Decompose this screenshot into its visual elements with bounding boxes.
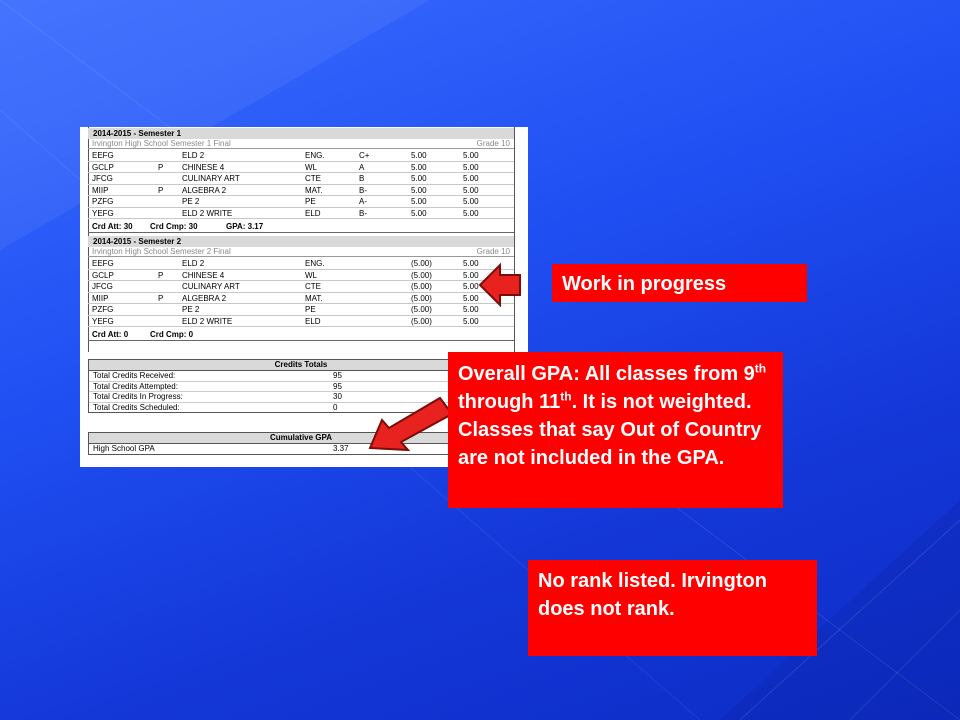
course-flag: P	[158, 293, 164, 303]
course-name: PE 2	[182, 197, 200, 206]
semester-gpa: GPA: 3.17	[226, 222, 264, 231]
credits-completed: Crd Cmp: 0	[150, 330, 194, 339]
credits-attempted: (5.00)	[411, 316, 432, 326]
credits-completed: 5.00	[463, 282, 479, 291]
credits-completed: 5.00	[463, 305, 479, 314]
work-in-progress-callout: Work in progress	[552, 264, 807, 302]
course-row	[88, 258, 514, 270]
course-row	[88, 162, 514, 174]
credits-value: 95	[333, 371, 342, 380]
credits-completed: 5.00	[463, 174, 479, 183]
credits-attempted: 5.00	[411, 197, 427, 206]
credits-completed: 5.00	[463, 316, 479, 326]
credits-attempted: (5.00)	[411, 270, 432, 280]
semester-2-grade: Grade 10	[476, 247, 510, 256]
gpa-text: Overall GPA: All classes from 9	[458, 363, 755, 385]
course-name: ELD 2 WRITE	[182, 208, 233, 218]
course-code: MIIP	[92, 185, 109, 195]
credits-label: Total Credits Attempted:	[93, 381, 178, 391]
credits-attempted: (5.00)	[411, 305, 432, 314]
credits-attempted: (5.00)	[411, 259, 432, 268]
credits-totals-title: Credits Totals	[89, 360, 513, 371]
course-row	[88, 185, 514, 197]
credits-value: 30	[333, 392, 342, 401]
course-code: YEFG	[92, 208, 114, 218]
credits-label: Total Credits In Progress:	[93, 392, 183, 401]
cumulative-gpa-value: 3.37	[333, 444, 349, 453]
credits-completed: Crd Cmp: 30	[150, 222, 198, 231]
cumulative-gpa-title: Cumulative GPA	[89, 433, 513, 444]
course-row	[88, 316, 514, 328]
course-code: EEFG	[92, 259, 114, 268]
course-name: CHINESE 4	[182, 162, 225, 172]
course-name: ELD 2	[182, 151, 205, 160]
course-department: CTE	[305, 174, 321, 183]
credits-completed: 5.00	[463, 197, 479, 206]
rank-callout: No rank listed. Irvington does not rank.	[528, 560, 817, 656]
course-code: MIIP	[92, 293, 109, 303]
credits-completed: 5.00	[463, 259, 479, 268]
credits-completed: 5.00	[463, 162, 479, 172]
credits-attempted: (5.00)	[411, 293, 432, 303]
credits-value: 0	[333, 402, 338, 412]
credits-completed: 5.00	[463, 270, 479, 280]
gpa-text: through 11	[458, 391, 561, 413]
course-name: ELD 2 WRITE	[182, 316, 233, 326]
course-flag: P	[158, 185, 164, 195]
left-arrow-icon	[478, 262, 522, 308]
course-flag: P	[158, 270, 164, 280]
course-department: ELD	[305, 208, 321, 218]
credits-attempted: (5.00)	[411, 282, 432, 291]
credits-completed: 5.00	[463, 208, 479, 218]
credits-attempted: 5.00	[411, 162, 427, 172]
course-row	[88, 208, 514, 220]
course-code: GCLP	[92, 270, 114, 280]
credits-attempted: Crd Att: 30	[92, 222, 133, 231]
semester-2-school: Irvington High School Semester 2 Final	[92, 247, 231, 256]
credits-value: 95	[333, 381, 342, 391]
course-name: CHINESE 4	[182, 270, 225, 280]
credits-attempted: 5.00	[411, 174, 427, 183]
course-code: EEFG	[92, 151, 114, 160]
course-mark: B	[359, 174, 365, 183]
course-flag: P	[158, 162, 164, 172]
credits-label: Total Credits Scheduled:	[93, 402, 180, 412]
cumulative-gpa-label: High School GPA	[93, 444, 155, 453]
course-row	[88, 196, 514, 208]
course-name: CULINARY ART	[182, 174, 240, 183]
course-row	[88, 304, 514, 316]
credits-completed: 5.00	[463, 293, 479, 303]
credits-attempted: Crd Att: 0	[92, 330, 129, 339]
course-code: PZFG	[92, 197, 114, 206]
course-department: ENG.	[305, 259, 325, 268]
course-code: JFCG	[92, 282, 113, 291]
course-code: JFCG	[92, 174, 113, 183]
course-department: PE	[305, 305, 316, 314]
course-department: WL	[305, 162, 317, 172]
course-department: MAT.	[305, 185, 323, 195]
gpa-text: . It is not weighted. Classes that say Out of Country are not included in the GPA.	[458, 391, 762, 469]
semester-1-school: Irvington High School Semester 1 Final	[92, 139, 231, 148]
credits-label: Total Credits Received:	[93, 371, 176, 380]
credits-attempted: 5.00	[411, 185, 427, 195]
credits-completed: 5.00	[463, 185, 479, 195]
overall-gpa-callout	[448, 352, 783, 508]
course-code: YEFG	[92, 316, 114, 326]
course-department: CTE	[305, 282, 321, 291]
course-name: ALGEBRA 2	[182, 185, 227, 195]
semester-1-title: 2014-2015 - Semester 1	[88, 128, 514, 139]
course-row	[88, 150, 514, 162]
semester-2-subtitle	[88, 247, 514, 257]
course-row	[88, 270, 514, 282]
course-department: PE	[305, 197, 316, 206]
semester-1-summary	[88, 221, 514, 233]
credits-attempted: 5.00	[411, 151, 427, 160]
gpa-superscript: th	[560, 389, 572, 404]
course-row	[88, 293, 514, 305]
gpa-superscript: th	[754, 361, 767, 376]
semester-1-grade: Grade 10	[476, 139, 510, 148]
semester-2-summary	[88, 329, 514, 341]
diagonal-arrow-icon	[366, 394, 458, 454]
semester-2-title: 2014-2015 - Semester 2	[88, 236, 514, 247]
course-code: GCLP	[92, 162, 114, 172]
course-department: MAT.	[305, 293, 323, 303]
course-name: PE 2	[182, 305, 200, 314]
course-mark: A	[359, 162, 365, 172]
course-mark: B-	[359, 208, 367, 218]
course-name: ELD 2	[182, 259, 205, 268]
course-department: ENG.	[305, 151, 325, 160]
semester-1-subtitle	[88, 139, 514, 149]
course-name: ALGEBRA 2	[182, 293, 227, 303]
course-code: PZFG	[92, 305, 114, 314]
course-department: ELD	[305, 316, 321, 326]
course-name: CULINARY ART	[182, 282, 240, 291]
course-row	[88, 281, 514, 293]
course-mark: A-	[359, 197, 367, 206]
course-mark: B-	[359, 185, 367, 195]
credits-attempted: 5.00	[411, 208, 427, 218]
course-mark: C+	[359, 151, 370, 160]
course-row	[88, 173, 514, 185]
credits-completed: 5.00	[463, 151, 479, 160]
course-department: WL	[305, 270, 317, 280]
